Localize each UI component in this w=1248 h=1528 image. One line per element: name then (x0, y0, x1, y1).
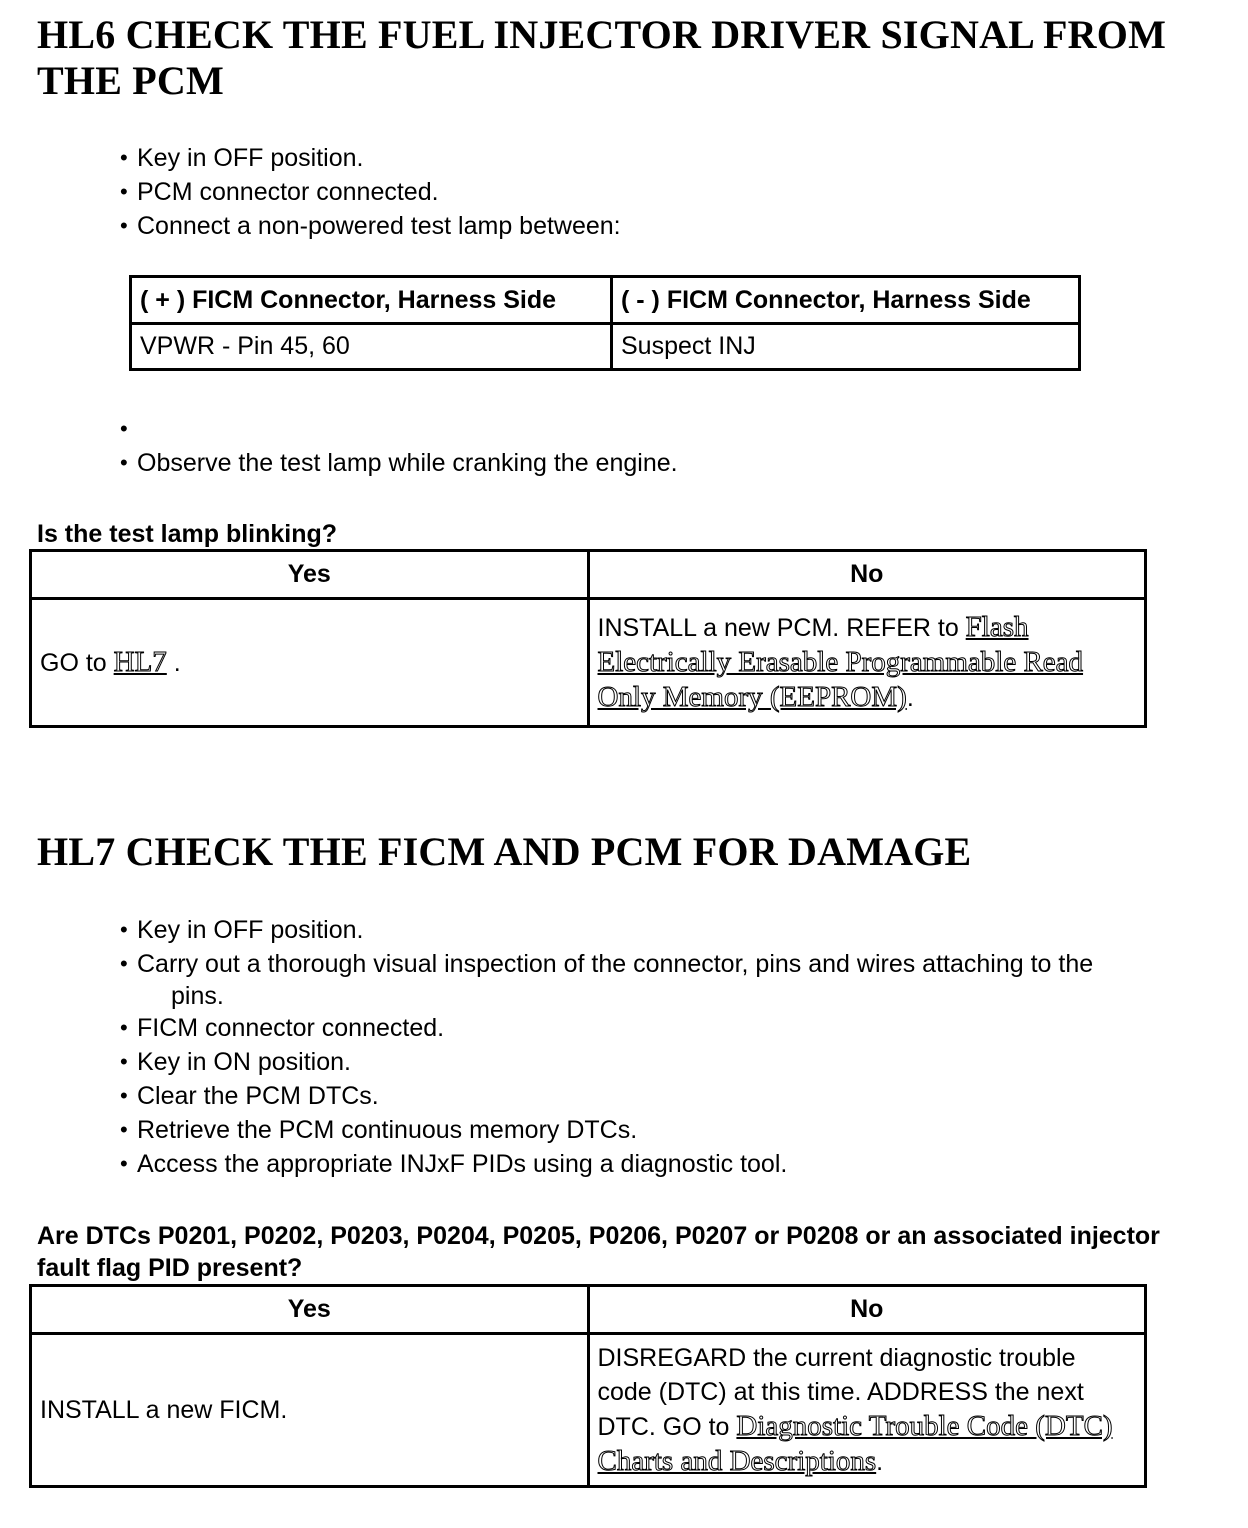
minus-connector-cell: Suspect INJ (612, 324, 1080, 370)
dtc-charts-link[interactable]: Diagnostic Trouble Code (DTC) Charts and Descriptions (597, 1410, 1113, 1477)
list-item: • Key in ON position. (120, 1045, 1220, 1079)
table-row (131, 324, 1080, 370)
table-header-row (31, 551, 1146, 599)
list-item: • Access the appropriate INJxF PIDs using a diagnostic tool. (120, 1147, 1220, 1181)
no-cell (588, 1334, 1146, 1487)
no-cell (588, 599, 1146, 727)
no-text: DISREGARD the current diagnostic trouble code (DTC) at this time. ADDRESS the next DTC. GO to (597, 1344, 1084, 1441)
list-item: • Connect a non-powered test lamp between: (120, 209, 1220, 243)
list-item-continuation: pins. (171, 982, 224, 1010)
plus-connector-cell: VPWR - Pin 45, 60 (131, 324, 612, 370)
yes-cell: INSTALL a new FICM. (31, 1334, 589, 1487)
yes-suffix: . (166, 649, 181, 677)
no-text: INSTALL a new PCM. REFER to (597, 614, 966, 642)
eeprom-link[interactable]: Flash Electrically Erasable Programmable Read Only Memory (EEPROM) (597, 611, 1084, 713)
yes-header: Yes (31, 551, 589, 599)
yes-cell (31, 599, 589, 727)
minus-connector-header: ( - ) FICM Connector, Harness Side (612, 277, 1080, 324)
hl6-heading: HL6 CHECK THE FUEL INJECTOR DRIVER SIGNAL FROM THE PCM (37, 12, 1167, 103)
hl6-step-list (120, 141, 1220, 243)
hl6-result-table (29, 549, 1147, 728)
list-item: • Observe the test lamp while cranking the engine. (120, 446, 1220, 480)
hl6-question: Is the test lamp blinking? (37, 520, 338, 548)
no-suffix: . (876, 1448, 884, 1476)
no-header: No (588, 1286, 1146, 1334)
table-header-row (131, 277, 1080, 324)
list-item: • FICM connector connected. (120, 1011, 1220, 1045)
list-item-text: Carry out a thorough visual inspection of the connector, pins and wires attaching to the (137, 950, 1094, 978)
yes-text: GO to (40, 649, 114, 677)
hl7-heading: HL7 CHECK THE FICM AND PCM FOR DAMAGE (37, 829, 972, 874)
no-suffix: . (906, 684, 914, 712)
plus-connector-header: ( + ) FICM Connector, Harness Side (131, 277, 612, 324)
list-item (120, 947, 1220, 1011)
table-row (31, 599, 1146, 727)
list-item: • Key in OFF position. (120, 141, 1220, 175)
table-header-row (31, 1286, 1146, 1334)
list-item: • Key in OFF position. (120, 913, 1220, 947)
list-item: • Retrieve the PCM continuous memory DTCs. (120, 1113, 1220, 1147)
yes-header: Yes (31, 1286, 589, 1334)
list-item-empty (120, 412, 1220, 446)
hl7-link[interactable]: HL7 (113, 646, 167, 678)
table-row (31, 1334, 1146, 1487)
hl7-step-list (120, 913, 1220, 1181)
no-header: No (588, 551, 1146, 599)
list-item: • Clear the PCM DTCs. (120, 1079, 1220, 1113)
hl7-question: Are DTCs P0201, P0202, P0203, P0204, P0205, P0206, P0207 or P0208 or an associated injector fault flag PID present? (37, 1222, 1160, 1282)
hl6-step-list-continued (120, 412, 1220, 480)
test-lamp-connection-table (129, 275, 1081, 371)
hl7-result-table (29, 1284, 1147, 1488)
list-item: • PCM connector connected. (120, 175, 1220, 209)
